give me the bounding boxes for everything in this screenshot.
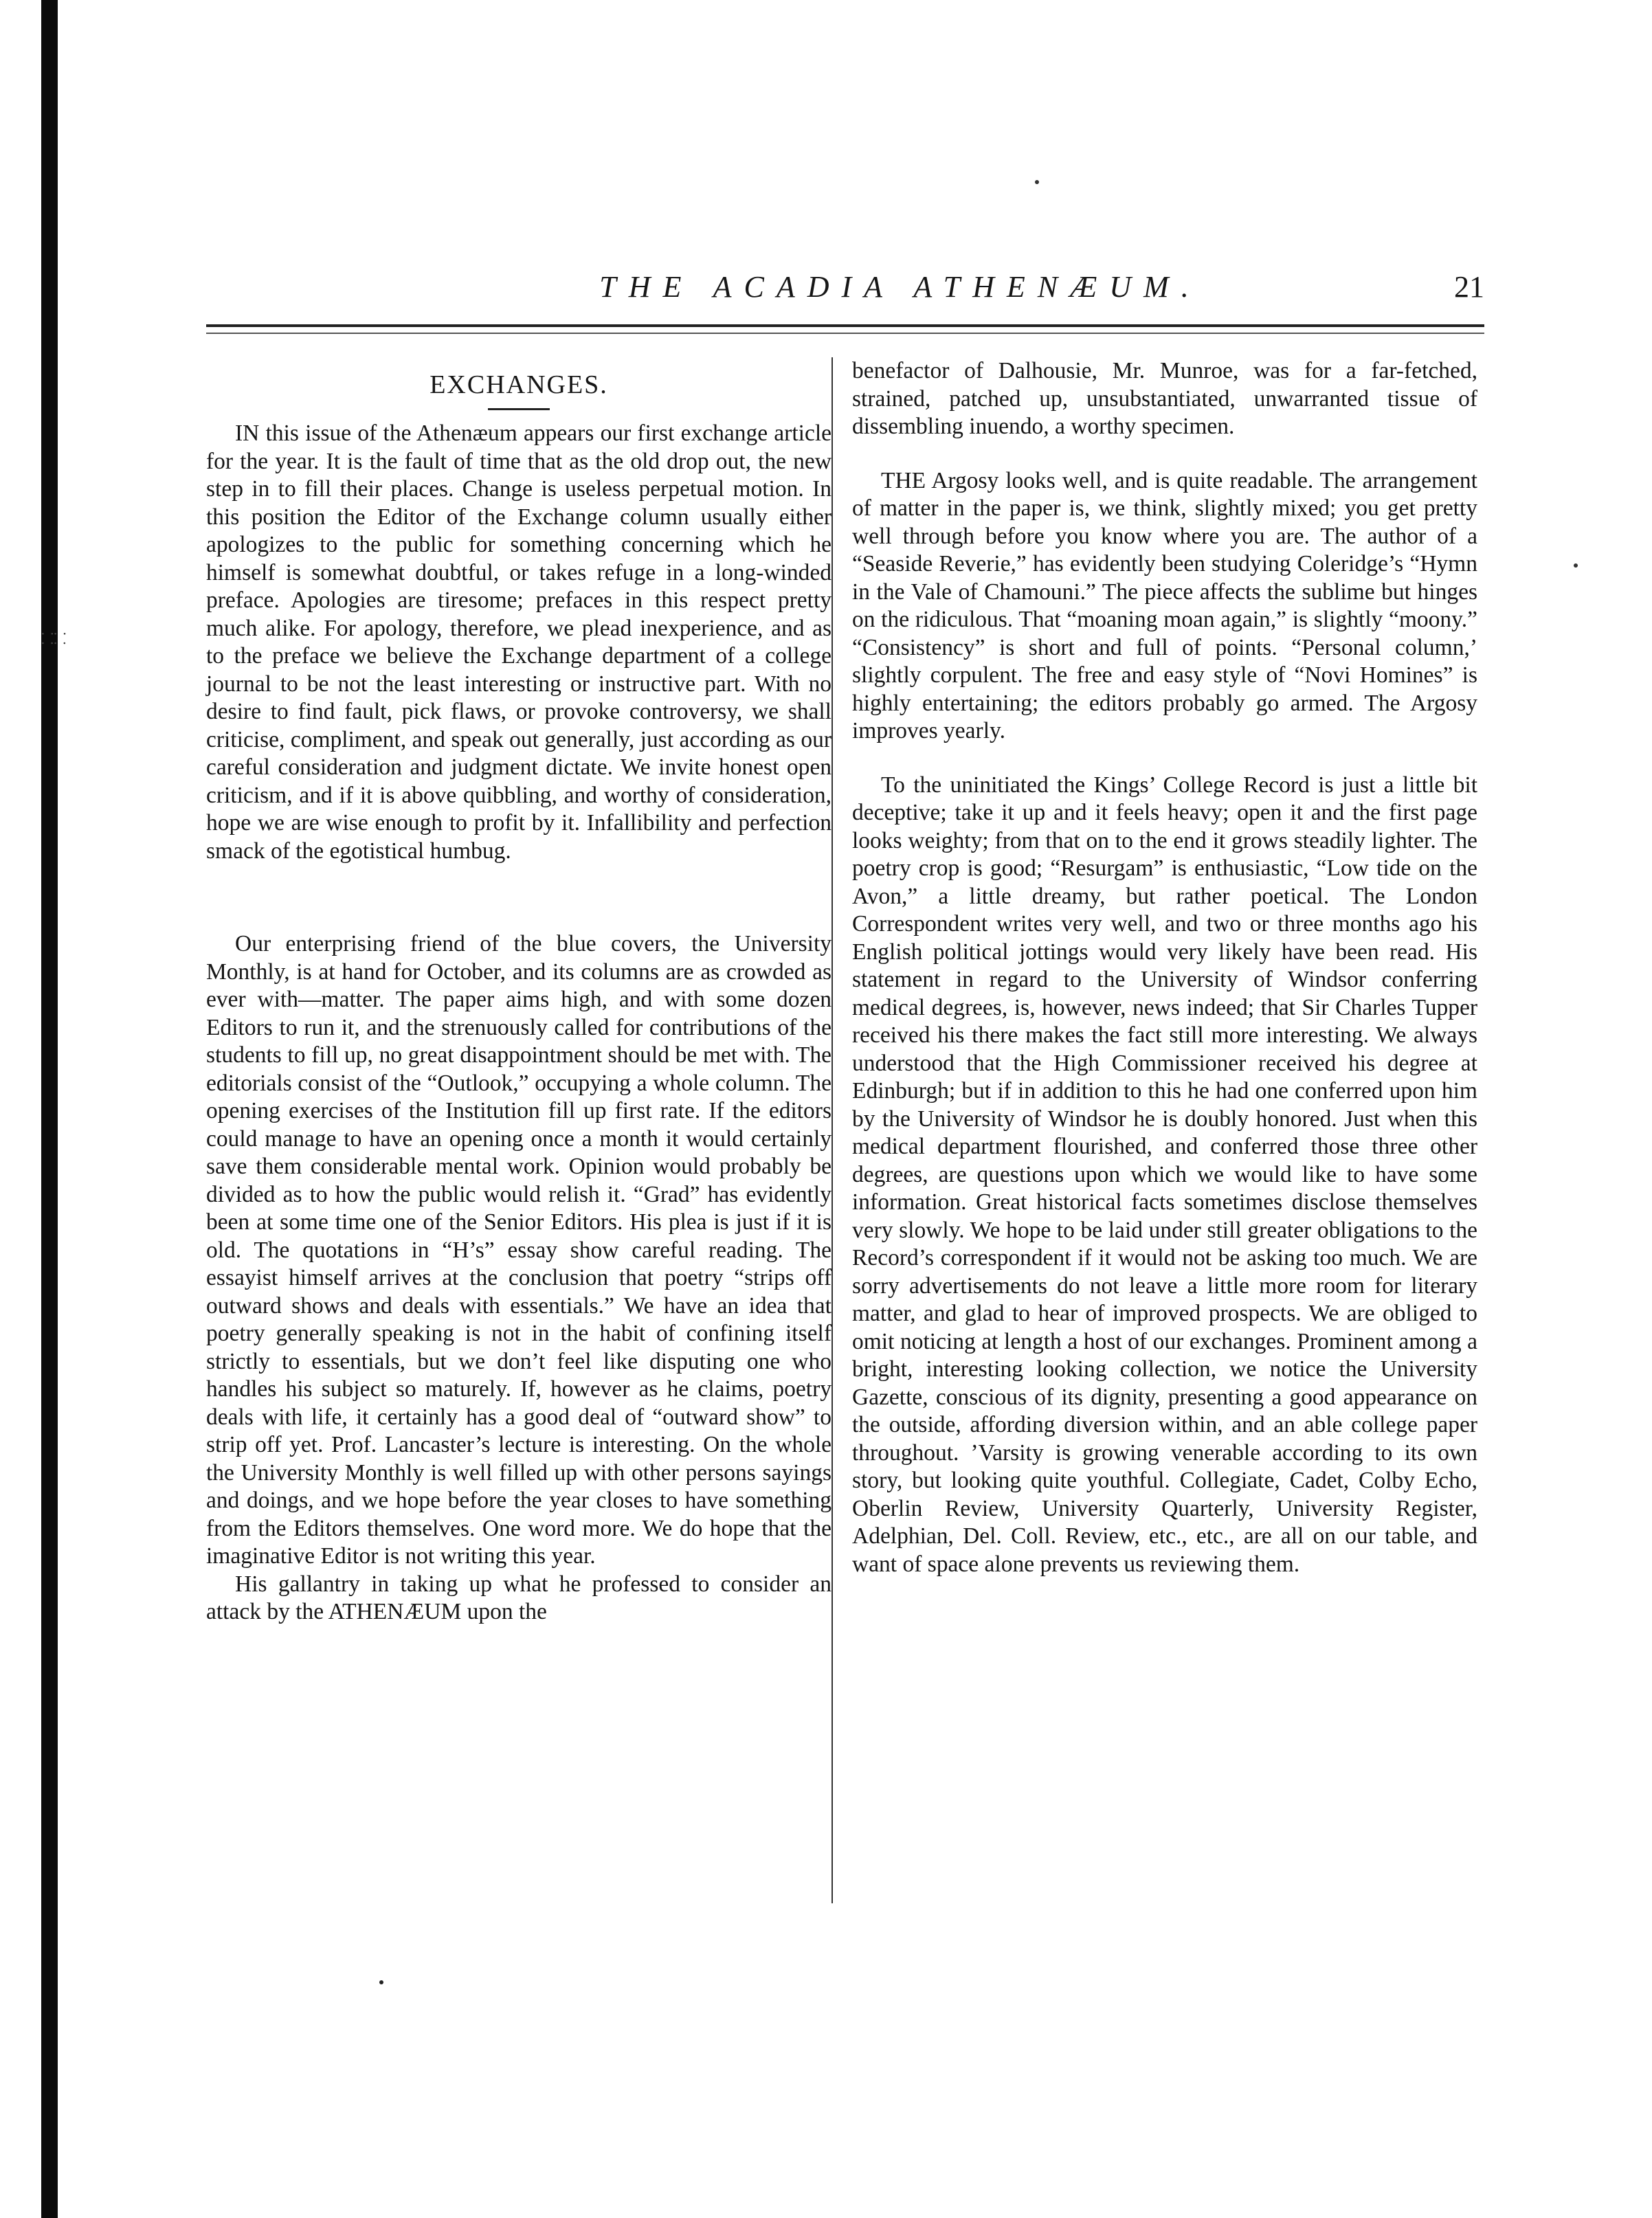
continued-paragraph: benefactor of Dalhousie, Mr. Munroe, was for a far-fetched, strained, patched up, unsubstantiated, unwarranted tissue of dissembling inuendo, a worthy specimen.	[852, 358, 1477, 439]
book-binding-edge	[41, 0, 58, 2218]
header-rule-thin	[206, 333, 1484, 334]
page-speck	[379, 1980, 383, 1984]
running-head	[206, 267, 1484, 315]
left-column	[206, 357, 831, 1626]
paragraph-spacer	[206, 865, 831, 930]
running-title: THE ACADIA ATHENÆUM.	[599, 270, 1201, 304]
section-heading: EXCHANGES.	[429, 370, 608, 399]
header-rule	[206, 324, 1484, 327]
paragraph-spacer	[852, 746, 1477, 772]
page-number: 21	[1454, 270, 1484, 304]
heading-rule	[488, 408, 550, 410]
paragraph-spacer	[852, 441, 1477, 467]
gallantry-paragraph: His gallantry in taking up what he professed to consider an attack by the ATHENÆUM upon the	[206, 1571, 831, 1624]
kings-college-record-paragraph: To the uninitiated the Kings’ College Record is just a little bit deceptive; take it up and it feels heavy; open it and the first page looks weighty; from that on to the end it grows steadily lighter. The poetry crop is good; “Resurgam” is enthusiastic, “Low tide on the Avon,” a little dreamy, but rather poetical. The London Correspondent writes very well, and two or three months ago his English political jottings would very likely have been read. His statement in regard to the University of Windsor conferring medical degrees, is, however, news indeed; that Sir Charles Tupper received his there makes the fact still more interesting. We always understood that the High Commissioner received his degree at Edinburgh; but if in addition to this he had one conferred upon him by the University of Windsor he is doubly honored. Just when this medical department flourished, and conferred those three other degrees, are questions upon which we would like to have some information. Great historical facts sometimes disclose themselves very slowly. We hope to be laid under still greater obligations to the Record’s correspondent if it would not be asking too much. We are sorry advertisements do not leave a little more room for literary matter, and glad to hear of improved prospects. We are obliged to omit noticing at length a host of our exchanges. Prominent among a bright, interesting looking collection, we notice the University Gazette, conscious of its dignity, presenting a good appearance on the outside, affording diversion within, and an able college paper throughout. ’Varsity is growing venerable according to its own story, but looking quite youthful. Collegiate, Cadet, Colby Echo, Oberlin Review, University Quarterly, University Register, Adelphian, Del. Coll. Review, etc., etc., are all on our table, and want of space alone prevents us reviewing them.	[852, 772, 1477, 1577]
page-speck	[1574, 563, 1578, 568]
argosy-paragraph: THE Argosy looks well, and is quite readable. The arrangement of matter in the paper is, we think, slightly mixed; you get pretty well through before you know where you are. The author of a “Seaside Reverie,” has evidently been studying Coleridge’s “Hymn in the Vale of Chamouni.” The piece affects the sublime but hinges on the ridiculous. That “moaning moan again,” is slightly “moony.” “Consistency” is short and full of points. “Personal column,’ slightly corpulent. The free and easy style of “Novi Homines” is highly entertaining; the editors probably go armed. The Argosy improves yearly.	[852, 467, 1477, 743]
page-speck	[1035, 180, 1039, 184]
column-divider	[831, 357, 833, 1903]
right-column	[852, 357, 1477, 1578]
intro-paragraph: IN this issue of the Athenæum appears our first exchange article for the year. It is the fault of time that as the old drop out, the new step in to fill their places. Change is useless perpetual motion. In this position the Editor of the Exchange column usually either apologizes to the public for something concerning which he himself is somewhat doubtful, or takes refuge in a long-winded preface. Apologies are tiresome; prefaces in this respect pretty much alike. For apology, therefore, we plead inexperience, and as to the preface we believe the Exchange department of a college journal to be not the least interesting or instructive part. With no desire to find fault, pick flaws, or provoke controversy, we shall criticise, compliment, and speak out generally, just according as our careful consideration and judgment dictate. We invite honest open criticism, and if it is above quibbling, and worthy of consideration, hope we are wise enough to profit by it. Infallibility and perfection smack of the egotistical humbug.	[206, 421, 831, 864]
university-monthly-paragraph: Our enterprising friend of the blue covers, the University Monthly, is at hand for October, and its columns are as crowded as ever with—matter. The paper aims high, and with some dozen Editors to run it, and the strenuously called for contributions of the students to fill up, no great disappointment should be met with. The editorials consist of the “Outlook,” occupying a whole column. The opening exercises of the Institution fill up first rate. If the editors could manage to have an opening once a month it would certainly save them considerable mental work. Opinion would probably be divided as to how the public would relish it. “Grad” has evidently been at some time one of the Senior Editors. His plea is just if it is old. The quotations in “H’s” essay show careful reading. The essayist himself arrives at the conclusion that poetry “strips off outward shows and deals with essentials.” We have an idea that poetry generally speaking is not in the habit of confining itself strictly to essentials, but we don’t feel like disputing one who handles his subject so maturely. If, however as he claims, poetry deals with life, it certainly has a good deal of “outward show” to strip off yet. Prof. Lancaster’s lecture is interesting. On the whole the University Monthly is well filled up with other persons sayings and doings, and we hope before the year closes to have something from the Editors themselves. One word more. We do hope that the imaginative Editor is not writing this year.	[206, 931, 831, 1569]
gutter-bleedthrough-text: ⸬⸬	[41, 632, 67, 647]
